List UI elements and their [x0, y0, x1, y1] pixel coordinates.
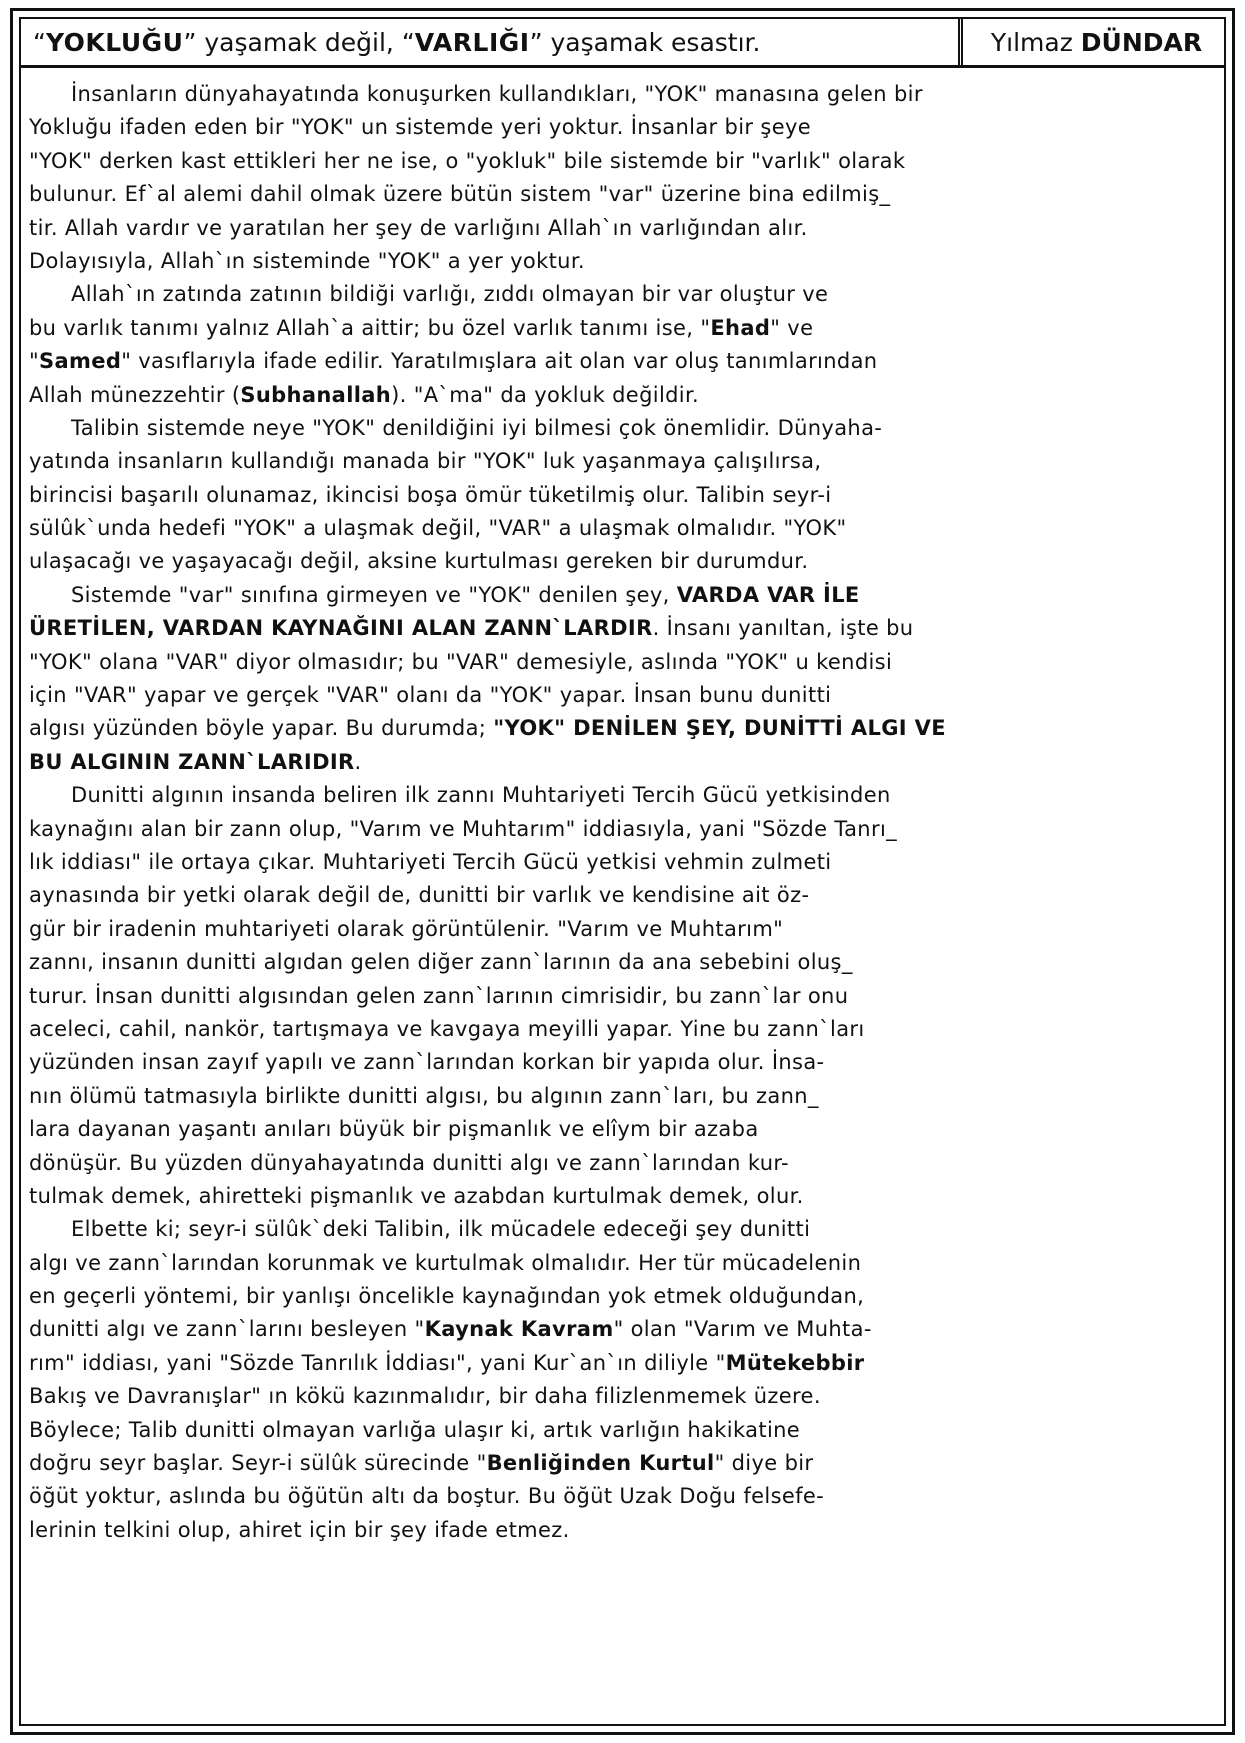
text-line — [29, 579, 1218, 612]
text-line — [29, 1313, 1218, 1346]
line-text: Dolayısıyla, Allah`ın sisteminde "YOK" a yer yoktur. — [29, 248, 585, 273]
emphasized-text: "YOK" DENİLEN ŞEY, DUNİTTİ ALGI VE — [493, 716, 946, 741]
line-text: ulaşacağı ve yaşayacağı değil, aksine kurtulması gereken bir durumdur. — [29, 549, 809, 574]
line-text: sülûk`unda hedefi "YOK" a ulaşmak değil, "VAR" a ulaşmak olmalıdır. "YOK" — [29, 516, 847, 541]
line-text: İnsanların dünyahayatında konuşurken kullandıkları, "YOK" manasına gelen bir — [71, 82, 923, 106]
line-text: aceleci, cahil, nankör, tartışmaya ve kavgaya meyilli yapar. Yine bu zann`ları — [29, 1016, 865, 1041]
text-line — [29, 479, 1218, 512]
line-text: . İnsanı yanıltan, işte bu — [652, 616, 914, 641]
text-line — [29, 1147, 1218, 1180]
text-line — [29, 178, 1218, 211]
line-text: algısı yüzünden böyle yapar. Bu durumda; — [29, 716, 494, 741]
line-text: ). "A`ma" da yokluk değildir. — [391, 382, 700, 407]
line-text: Dunitti algının insanda beliren ilk zannı Muhtariyeti Tercih Gücü yetkisinden — [71, 783, 891, 808]
author-first-name: Yılmaz — [990, 27, 1081, 57]
text-line — [29, 78, 1218, 111]
emphasized-text: ÜRETİLEN, VARDAN KAYNAĞINI ALAN ZANN`LARDIR — [29, 616, 653, 641]
line-text: " — [29, 349, 40, 374]
line-text: dunitti algı ve zann`larını besleyen " — [29, 1317, 425, 1342]
line-text: "YOK" olana "VAR" diyor olmasıdır; bu "VAR" demesiyle, aslında "YOK" u kendisi — [29, 649, 893, 674]
line-text: Elbette ki; seyr-i sülûk`deki Talibin, ilk mücadele edeceği şey dunitti — [71, 1217, 811, 1242]
emphasized-text: Subhanallah — [240, 382, 392, 407]
line-text: aynasında bir yetki olarak değil de, dunitti bir varlık ve kendisine ait öz- — [29, 883, 810, 908]
text-line — [29, 746, 1218, 779]
text-line — [29, 879, 1218, 912]
emphasized-text: Benliğinden Kurtul — [486, 1451, 715, 1476]
line-text: öğüt yoktur, aslında bu öğütün altı da boştur. Bu öğüt Uzak Doğu felsefe- — [29, 1484, 825, 1509]
document-frame — [19, 17, 1226, 1726]
line-text: tir. Allah vardır ve yaratılan her şey de varlığını Allah`ın varlığından alır. — [29, 215, 808, 240]
line-text: için "VAR" yapar ve gerçek "VAR" olanı da "YOK" yapar. İnsan bunu dunitti — [29, 683, 832, 708]
line-text: "YOK" derken kast ettikleri her ne ise, o "yokluk" bile sistemde bir "varlık" olarak — [29, 148, 906, 173]
line-text: " diye bir — [714, 1451, 814, 1476]
line-text: doğru seyr başlar. Seyr-i sülûk sürecinde " — [29, 1451, 487, 1476]
line-text: nın ölümü tatmasıyla birlikte dunitti algısı, bu algının zann`ları, bu zann_ — [29, 1083, 819, 1108]
text-line — [29, 913, 1218, 946]
emphasized-text: BU ALGININ ZANN`LARIDIR — [29, 749, 355, 774]
text-line — [29, 1180, 1218, 1213]
author-last-name: DÜNDAR — [1080, 27, 1203, 57]
title-quote-close-2: ” — [529, 27, 543, 57]
title-quote-open-1: “ — [33, 27, 46, 57]
line-text: en geçerli yöntemi, bir yanlışı öncelikle kaynağından yok etmek olduğundan, — [29, 1284, 865, 1309]
text-line — [29, 1347, 1218, 1380]
emphasized-text: Samed — [39, 349, 122, 374]
line-text: bulunur. Ef`al alemi dahil olmak üzere bütün sistem "var" üzerine bina edilmiş_ — [29, 182, 891, 207]
line-text: Böylece; Talib dunitti olmayan varlığa ulaşır ki, artık varlığın hakikatine — [29, 1417, 801, 1442]
emphasized-text: Ehad — [710, 315, 771, 340]
text-line — [29, 379, 1218, 412]
line-text: Yokluğu ifaden eden bir "YOK" un sistemde yeri yoktur. İnsanlar bir şeye — [29, 115, 812, 140]
emphasized-text: Kaynak Kavram — [424, 1317, 614, 1342]
text-line — [29, 846, 1218, 879]
line-text: lara dayanan yaşantı anıları büyük bir pişmanlık ve elîym bir azaba — [29, 1117, 759, 1142]
line-text: " olan "Varım ve Muhta- — [613, 1317, 872, 1342]
text-line — [29, 512, 1218, 545]
title-middle: yaşamak değil, — [196, 27, 402, 57]
text-line — [29, 1280, 1218, 1313]
text-line — [29, 646, 1218, 679]
header-bar — [21, 19, 1224, 68]
title-quote-open-2: “ — [401, 27, 415, 57]
text-line — [29, 813, 1218, 846]
text-line — [29, 445, 1218, 478]
text-line — [29, 545, 1218, 578]
text-line — [29, 345, 1218, 378]
line-text: gür bir iradenin muhtariyeti olarak görüntülenir. "Varım ve Muhtarım" — [29, 916, 784, 941]
text-line — [29, 679, 1218, 712]
line-text: bu varlık tanımı yalnız Allah`a aittir; bu özel varlık tanımı ise, " — [29, 315, 711, 340]
line-text: rım" iddiası, yani "Sözde Tanrılık İddiası", yani Kur`an`ın diliyle " — [29, 1350, 726, 1375]
line-text: Allah`ın zatında zatının bildiği varlığı, zıddı olmayan bir var oluştur ve — [71, 282, 829, 307]
text-line — [29, 980, 1218, 1013]
line-text: zannı, insanın dunitti algıdan gelen diğer zann`larının da ana sebebini oluş_ — [29, 950, 853, 975]
text-line — [29, 278, 1218, 311]
text-line — [29, 245, 1218, 278]
text-line — [29, 1013, 1218, 1046]
text-line — [29, 1514, 1218, 1547]
document-title — [21, 19, 963, 65]
text-line — [29, 145, 1218, 178]
line-text: " vasıflarıyla ifade edilir. Yaratılmışlara ait olan var oluş tanımlarından — [121, 349, 878, 374]
line-text: Bakış ve Davranışlar" ın kökü kazınmalıdır, bir daha filizlenmemek üzere. — [29, 1384, 821, 1409]
document-sheet — [10, 8, 1235, 1735]
line-text: lık iddiası" ile ortaya çıkar. Muhtariyeti Tercih Gücü yetkisi vehmin zulmeti — [29, 849, 832, 874]
text-line — [29, 1213, 1218, 1246]
line-text: tulmak demek, ahiretteki pişmanlık ve azabdan kurtulmak demek, olur. — [29, 1183, 804, 1208]
text-line — [29, 1046, 1218, 1079]
text-line — [29, 312, 1218, 345]
line-text: algı ve zann`larından korunmak ve kurtulmak olmalıdır. Her tür mücadelenin — [29, 1250, 862, 1275]
line-text: " ve — [770, 315, 814, 340]
text-line — [29, 1447, 1218, 1480]
author-name — [969, 19, 1224, 65]
line-text: lerinin telkini olup, ahiret için bir şey ifade etmez. — [29, 1517, 570, 1542]
line-text: Allah münezzehtir ( — [29, 382, 241, 407]
text-line — [29, 1080, 1218, 1113]
text-line — [29, 1380, 1218, 1413]
text-line — [29, 111, 1218, 144]
line-text: yatında insanların kullandığı manada bir "YOK" luk yaşanmaya çalışılırsa, — [29, 449, 822, 474]
line-text: Talibin sistemde neye "YOK" denildiğini iyi bilmesi çok önemlidir. Dünyaha- — [71, 415, 883, 440]
text-line — [29, 212, 1218, 245]
text-line — [29, 612, 1218, 645]
title-quote-close-1: ” — [183, 27, 197, 57]
text-line — [29, 1480, 1218, 1513]
line-text: turur. İnsan dunitti algısından gelen zann`larının cimrisidir, bu zann`lar onu — [29, 983, 849, 1008]
line-text: birincisi başarılı olunamaz, ikincisi boşa ömür tüketilmiş olur. Talibin seyr-i — [29, 482, 832, 507]
title-end: yaşamak esastır. — [542, 27, 761, 57]
emphasized-text: Mütekebbir — [725, 1350, 865, 1375]
text-line — [29, 779, 1218, 812]
text-line — [29, 712, 1218, 745]
line-text: dönüşür. Bu yüzden dünyahayatında dunitti algı ve zann`larından kur- — [29, 1150, 789, 1175]
emphasized-text: VARDA VAR İLE — [676, 582, 860, 607]
title-term-yoklugu: YOKLUĞU — [45, 27, 184, 57]
title-term-varligi: VARLIĞI — [414, 27, 530, 57]
line-text: Sistemde "var" sınıfına girmeyen ve "YOK" denilen şey, — [71, 582, 677, 607]
text-line — [29, 1113, 1218, 1146]
line-text: yüzünden insan zayıf yapılı ve zann`larından korkan bir yapıda olur. İnsa- — [29, 1050, 825, 1075]
text-line — [29, 946, 1218, 979]
text-line — [29, 412, 1218, 445]
document-body — [21, 68, 1224, 1724]
line-text: . — [354, 749, 362, 774]
text-line — [29, 1414, 1218, 1447]
text-line — [29, 1247, 1218, 1280]
line-text: kaynağını alan bir zann olup, "Varım ve Muhtarım" iddiasıyla, yani "Sözde Tanrı_ — [29, 816, 897, 841]
